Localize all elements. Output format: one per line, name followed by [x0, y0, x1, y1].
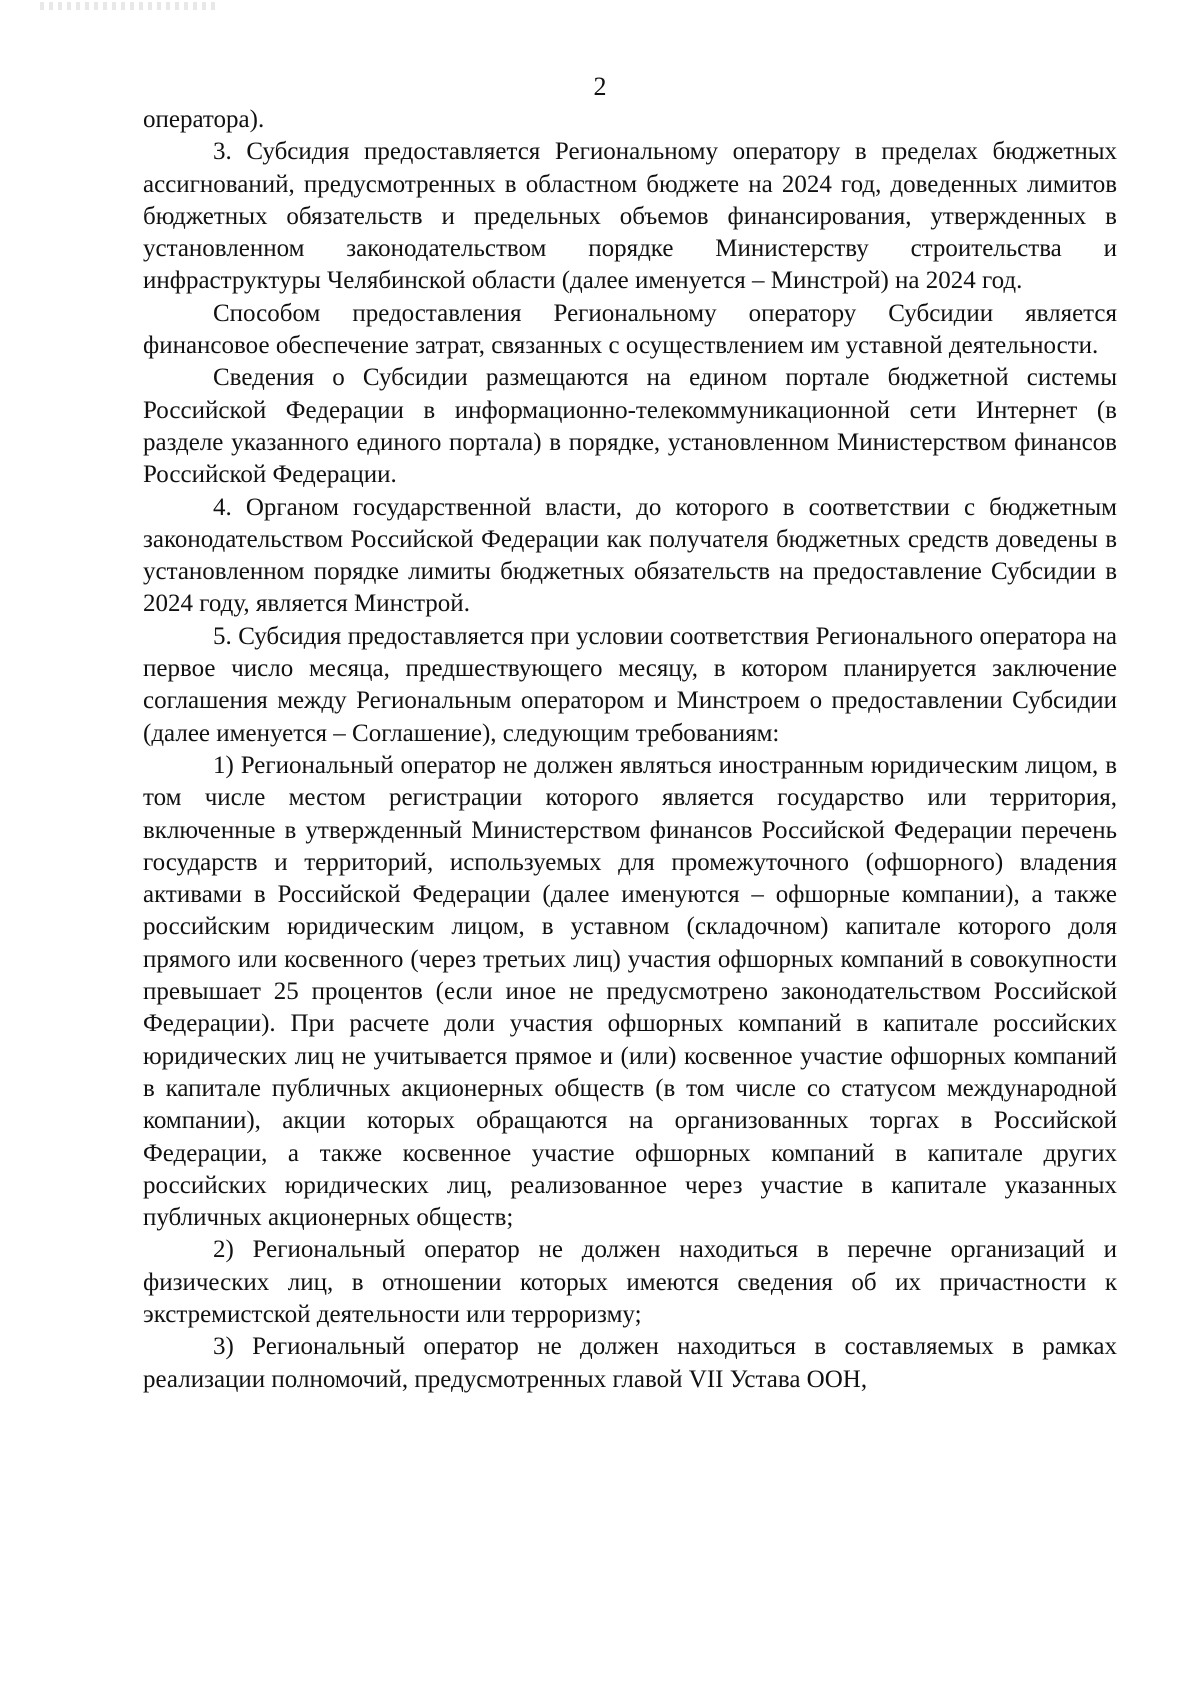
- paragraph-subsidy-method: Способом предоставления Региональному оператору Субсидии является финансовое обеспечение затрат, связанных с осуществлением им уставной деятельности.: [143, 299, 1117, 360]
- paragraph-requirement-3-un-lists: 3) Региональный оператор не должен находиться в составляемых в рамках реализации полномочий, предусмотренных главой VII Устава ООН,: [143, 1333, 1117, 1393]
- paragraph-continuation: оператора).: [143, 106, 265, 133]
- paragraph-requirement-2-extremism: 2) Региональный оператор не должен находиться в перечне организаций и физических лиц, в отношении которых имеются сведения об их причастности к экстремистской деятельности или терроризму;: [143, 1236, 1117, 1328]
- paragraph-item-4-authority: 4. Органом государственной власти, до которого в соответствии с бюджетным законодательством Российской Федерации как получателя бюджетных средств доведены в установленном порядке лимиты бюджетных обязательств на предоставление Субсидии в 2024 году, является Минстрой.: [143, 493, 1117, 618]
- paragraph-subsidy-info-portal: Сведения о Субсидии размещаются на едином портале бюджетной системы Российской Федерации в информационно-телекоммуникационной сети Интернет (в разделе указанного единого портала) в порядке, установленном Министерством финансов Российской Федерации.: [143, 364, 1117, 489]
- paragraph-requirement-1-offshore: 1) Региональный оператор не должен являться иностранным юридическим лицом, в том числе местом регистрации которого является государство или территория, включенные в утвержденный Министерством финансов Российской Федерации перечень государств и территорий, используемых для промежуточного (офшорного) владения активами в Российской Федерации (далее именуются – офшорные компании), а также российским юридическим лицом, в уставном (складочном) капитале которого доля прямого или косвенного (через третьих лиц) участия офшорных компаний в совокупности превышает 25 процентов (если иное не предусмотрено законодательством Российской Федерации). При расчете доли участия офшорных компаний в капитале российских юридических лиц не учитывается прямое и (или) косвенное участие офшорных компаний в капитале публичных акционерных обществ (в том числе со статусом международной компании), акции которых обращаются на организованных торгах в Российской Федерации, а также косвенное участие офшорных компаний в капитале других российских юридических лиц, реализованное через участие в капитале указанных публичных акционерных обществ;: [143, 751, 1117, 1232]
- scan-artifact: [40, 2, 220, 10]
- paragraph-item-3-subsidy-limits: 3. Субсидия предоставляется Региональному оператору в пределах бюджетных ассигнований, предусмотренных в областном бюджете на 2024 год, доведенных лимитов бюджетных обязательств и предельных объемов финансирования, утвержденных в установленном законодательством порядке Министерству строительства и инфраструктуры Челябинской области (далее именуется – Минстрой) на 2024 год.: [143, 138, 1117, 295]
- page-number: 2: [593, 72, 607, 101]
- paragraph-item-5-conditions: 5. Субсидия предоставляется при условии соответствия Регионального оператора на первое число месяца, предшествующего месяцу, в котором планируется заключение соглашения между Региональным оператором и Минстроем о предоставлении Субсидии (далее именуется – Соглашение), следующим требованиям:: [143, 622, 1117, 747]
- document-body: [143, 104, 1117, 1396]
